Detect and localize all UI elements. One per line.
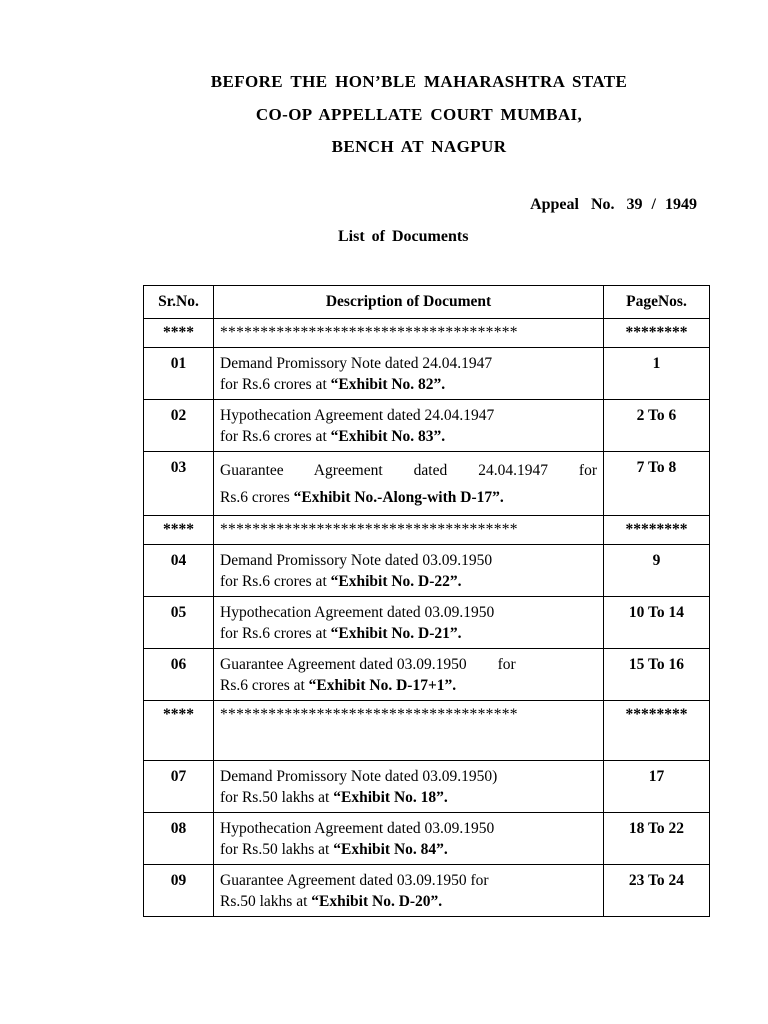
row-pages: 9 <box>604 545 710 597</box>
separator-row <box>144 516 710 545</box>
appeal-value: 39 / 1949 <box>626 196 697 213</box>
row-description <box>214 761 604 813</box>
documents-table <box>143 285 710 917</box>
table-row <box>144 452 710 516</box>
row-description-line1: Demand Promissory Note dated 24.04.1947 <box>220 355 493 372</box>
row-pages: 23 To 24 <box>604 865 710 917</box>
row-description-line2 <box>220 484 597 511</box>
row-description-line2 <box>220 891 597 912</box>
appeal-number <box>530 196 697 214</box>
table-header-row <box>144 286 710 319</box>
row-description-prefix: Rs.50 lakhs at <box>220 893 312 910</box>
row-description <box>214 452 604 516</box>
separator-description: ************************************* <box>214 516 604 545</box>
row-description-prefix: Rs.6 crores <box>220 489 294 506</box>
court-heading-line-3: BENCH AT NAGPUR <box>331 137 507 156</box>
row-description-line1: Guarantee Agreement dated 03.09.1950 for <box>220 656 516 673</box>
row-description-line1: Guarantee Agreement dated 24.04.1947 for <box>220 462 597 479</box>
row-exhibit: “Exhibit No. D-20”. <box>311 893 443 910</box>
row-description-line2 <box>220 623 597 644</box>
row-sr: 09 <box>144 865 214 917</box>
row-exhibit: “Exhibit No. D-17+1”. <box>308 677 457 694</box>
row-sr: 08 <box>144 813 214 865</box>
row-description-prefix: for Rs.6 crores at <box>220 573 331 590</box>
row-description-line2 <box>220 374 597 395</box>
separator-sr: **** <box>144 701 214 761</box>
separator-sr: **** <box>144 516 214 545</box>
separator-pages: ******** <box>604 319 710 348</box>
separator-pages: ******** <box>604 516 710 545</box>
table-row <box>144 348 710 400</box>
row-description-line2 <box>220 675 597 696</box>
row-pages: 17 <box>604 761 710 813</box>
court-heading-line-1: BEFORE THE HON’BLE MAHARASHTRA STATE <box>210 72 628 91</box>
appeal-label: Appeal <box>530 196 579 213</box>
row-description-line2 <box>220 426 597 447</box>
appeal-no-label: No. <box>590 196 615 213</box>
table-row <box>144 761 710 813</box>
table-row <box>144 545 710 597</box>
separator-description: ************************************* <box>214 701 604 761</box>
row-description-line2 <box>220 839 597 860</box>
separator-sr: **** <box>144 319 214 348</box>
row-sr: 02 <box>144 400 214 452</box>
row-exhibit: “Exhibit No.-Along-with D-17”. <box>293 489 504 506</box>
court-heading-line-2: CO-OP APPELLATE COURT MUMBAI, <box>255 105 583 124</box>
table-row <box>144 597 710 649</box>
row-description-line2 <box>220 571 597 592</box>
row-description-line1: Hypothecation Agreement dated 03.09.1950 <box>220 820 495 837</box>
row-sr: 03 <box>144 452 214 516</box>
row-description-line2 <box>220 787 597 808</box>
row-exhibit: “Exhibit No. 82”. <box>330 376 446 393</box>
table-row <box>144 400 710 452</box>
row-description-prefix: for Rs.50 lakhs at <box>220 841 334 858</box>
row-exhibit: “Exhibit No. 84”. <box>333 841 448 858</box>
row-pages: 1 <box>604 348 710 400</box>
row-description <box>214 865 604 917</box>
row-description <box>214 649 604 701</box>
row-exhibit: “Exhibit No. D-21”. <box>330 625 462 642</box>
row-description-prefix: for Rs.50 lakhs at <box>220 789 334 806</box>
row-pages: 10 To 14 <box>604 597 710 649</box>
row-exhibit: “Exhibit No. 18”. <box>333 789 448 806</box>
row-exhibit: “Exhibit No. 83”. <box>330 428 446 445</box>
row-description <box>214 545 604 597</box>
row-description-line1: Hypothecation Agreement dated 03.09.1950 <box>220 604 495 621</box>
row-exhibit: “Exhibit No. D-22”. <box>330 573 462 590</box>
row-description-prefix: for Rs.6 crores at <box>220 428 331 445</box>
row-description <box>214 597 604 649</box>
row-description-line1: Demand Promissory Note dated 03.09.1950) <box>220 768 498 785</box>
row-description-line1: Demand Promissory Note dated 03.09.1950 <box>220 552 493 569</box>
row-pages: 18 To 22 <box>604 813 710 865</box>
table-row <box>144 649 710 701</box>
row-pages: 15 To 16 <box>604 649 710 701</box>
row-description-prefix: Rs.6 crores at <box>220 677 309 694</box>
separator-description: ************************************* <box>214 319 604 348</box>
row-pages: 2 To 6 <box>604 400 710 452</box>
separator-row <box>144 701 710 761</box>
list-title: List of Documents <box>338 228 469 245</box>
row-sr: 06 <box>144 649 214 701</box>
header-page-nos: PageNos. <box>604 286 710 319</box>
row-description-prefix: for Rs.6 crores at <box>220 625 331 642</box>
row-description <box>214 813 604 865</box>
row-description-prefix: for Rs.6 crores at <box>220 376 331 393</box>
row-description <box>214 348 604 400</box>
row-description <box>214 400 604 452</box>
row-description-line1: Hypothecation Agreement dated 24.04.1947 <box>220 407 495 424</box>
row-sr: 07 <box>144 761 214 813</box>
row-pages: 7 To 8 <box>604 452 710 516</box>
row-sr: 04 <box>144 545 214 597</box>
separator-pages: ******** <box>604 701 710 761</box>
row-sr: 01 <box>144 348 214 400</box>
row-description-line1: Guarantee Agreement dated 03.09.1950 for <box>220 872 489 889</box>
separator-row <box>144 319 710 348</box>
table-row <box>144 813 710 865</box>
table-row <box>144 865 710 917</box>
header-sr-no: Sr.No. <box>144 286 214 319</box>
row-sr: 05 <box>144 597 214 649</box>
header-description: Description of Document <box>214 286 604 319</box>
